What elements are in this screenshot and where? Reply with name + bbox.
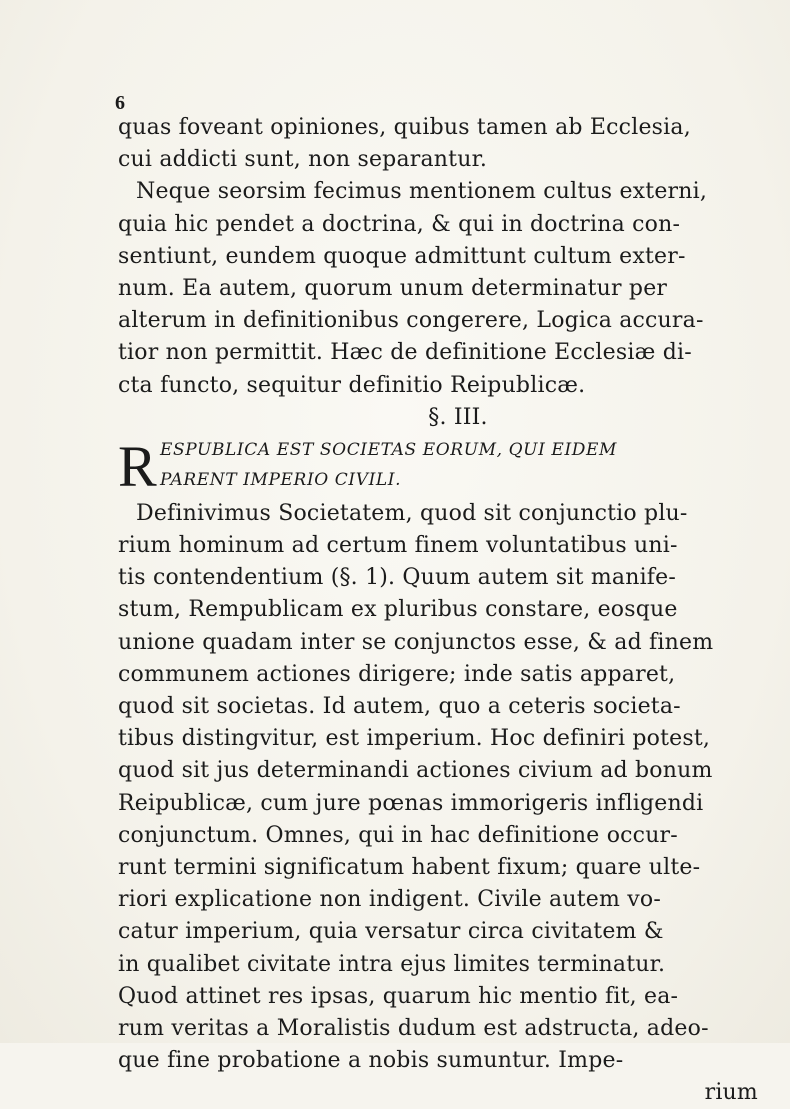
text-line: quas foveant opiniones, quibus tamen ab Ecclesia,	[118, 115, 691, 140]
text-line: tior non permittit. Hæc de definitione Ecclesiæ di-	[118, 340, 692, 366]
text-line: in qualibet civitate intra ejus limites terminatur.	[118, 951, 666, 977]
text-line: tis contendentium (§. 1). Quum autem sit manife-	[118, 565, 676, 591]
page-number: 6	[115, 92, 125, 114]
heading-line-2: PARENT IMPERIO CIVILI.	[160, 469, 402, 490]
text-line: stum, Rempublicam ex pluribus constare, eosque	[118, 597, 678, 623]
text-line: cui addicti sunt, non separantur.	[118, 147, 488, 173]
text-line: rium hominum ad certum finem voluntatibus uni-	[118, 533, 678, 559]
text-line: cta functo, sequitur definitio Reipublicæ.	[118, 372, 586, 398]
text-line: riori explicatione non indigent. Civile autem vo-	[118, 887, 661, 913]
heading-line-1: ESPUBLICA EST SOCIETAS EORUM, QUI EIDEM	[160, 439, 617, 460]
text-line: quod sit societas. Id autem, quo a ceteris societa-	[118, 694, 681, 719]
text-line: conjunctum. Omnes, qui in hac definitione occur-	[118, 822, 678, 848]
section-mark: §. III.	[428, 404, 488, 430]
text-line: communem actiones dirigere; inde satis apparet,	[118, 661, 676, 687]
text-line: sentiunt, eundem quoque admittunt cultum exter-	[118, 243, 686, 269]
drop-cap: R	[118, 433, 157, 499]
text-line: rum veritas a Moralistis dudum est adstructa, adeo-	[118, 1015, 709, 1041]
text-line: runt termini significatum habent fixum; quare ulte-	[118, 854, 701, 880]
text-line: alterum in definitionibus congerere, Logica accura-	[118, 308, 704, 334]
text-line: Quod attinet res ipsas, quarum hic mentio fit, ea-	[118, 983, 679, 1009]
section-heading	[118, 434, 758, 498]
text-line: quod sit jus determinandi actiones civium ad bonum	[118, 758, 713, 784]
text-line: num. Ea autem, quorum unum determinatur per	[118, 275, 668, 301]
catchword: rium	[704, 1080, 758, 1106]
text-line: unione quadam inter se conjunctos esse, & ad finem	[118, 629, 714, 655]
text-line: Neque seorsim fecimus mentionem cultus externi,	[136, 179, 708, 205]
text-line: Definivimus Societatem, quod sit conjunctio plu-	[136, 500, 688, 526]
body-text	[118, 112, 758, 1109]
text-line: tibus distingvitur, est imperium. Hoc definiri potest,	[118, 726, 711, 752]
text-line: catur imperium, quia versatur circa civitatem &	[118, 919, 664, 945]
text-line: Reipublicæ, cum jure pœnas immorigeris infligendi	[118, 790, 704, 816]
text-line: quia hic pendet a doctrina, & qui in doctrina con-	[118, 211, 681, 237]
text-line: que fine probatione a nobis sumuntur. Impe-	[118, 1048, 624, 1074]
